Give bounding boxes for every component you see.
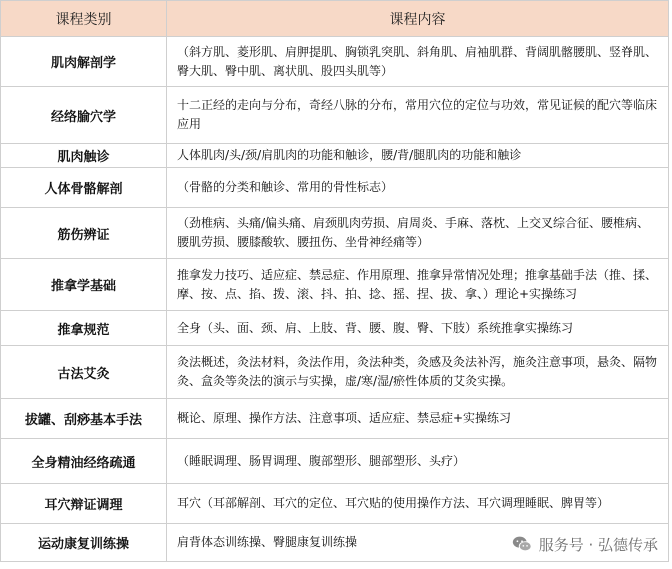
content-cell: 肩背体态训练操、臀腿康复训练操 [167, 524, 669, 562]
table-row [1, 346, 669, 399]
category-cell: 运动康复训练操 [1, 524, 167, 562]
table-row [1, 87, 669, 144]
category-cell: 人体骨骼解剖 [1, 168, 167, 208]
category-cell: 筋伤辨证 [1, 208, 167, 259]
content-cell: （骨骼的分类和触诊、常用的骨性标志） [167, 168, 669, 208]
table-header-row [1, 1, 669, 37]
category-cell: 拔罐、刮痧基本手法 [1, 399, 167, 439]
content-cell: 耳穴（耳部解剖、耳穴的定位、耳穴贴的使用操作方法、耳穴调理睡眠、脾胃等） [167, 484, 669, 524]
category-cell: 耳穴辩证调理 [1, 484, 167, 524]
content-cell: 概论、原理、操作方法、注意事项、适应症、禁忌症+实操练习 [167, 399, 669, 439]
table-row [1, 311, 669, 346]
table-row [1, 168, 669, 208]
content-cell: （劲椎病、头痛/偏头痛、肩颈肌肉劳损、肩周炎、手麻、落枕、上交叉综合征、腰椎病、腰肌劳损、腰膝酸软、腰扭伤、坐骨神经痛等） [167, 208, 669, 259]
category-cell: 肌肉触诊 [1, 144, 167, 168]
category-cell: 推拿学基础 [1, 259, 167, 311]
table-row [1, 399, 669, 439]
table-row [1, 259, 669, 311]
content-cell: 推拿发力技巧、适应症、禁忌症、作用原理、推拿异常情况处理；推拿基础手法（推、揉、摩、按、点、掐、拨、滚、抖、拍、捻、摇、捏、拔、拿、）理论+实操练习 [167, 259, 669, 311]
category-cell: 肌肉解剖学 [1, 37, 167, 87]
table-row [1, 484, 669, 524]
content-cell: （睡眠调理、肠胃调理、腹部塑形、腿部塑形、头疗） [167, 439, 669, 484]
watermark-text: 服务号 · 弘德传承 [538, 535, 658, 554]
content-cell: 全身（头、面、颈、肩、上肢、背、腰、腹、臀、下肢）系统推拿实操练习 [167, 311, 669, 346]
content-cell: 人体肌肉/头/颈/肩肌肉的功能和触诊，腰/背/腿肌肉的功能和触诊 [167, 144, 669, 168]
content-cell: 十二正经的走向与分布，奇经八脉的分布，常用穴位的定位与功效，常见证候的配穴等临床应用 [167, 87, 669, 144]
table-row [1, 208, 669, 259]
category-cell: 推拿规范 [1, 311, 167, 346]
header-content: 课程内容 [167, 1, 669, 37]
category-cell: 全身精油经络疏通 [1, 439, 167, 484]
table-row [1, 144, 669, 168]
content-cell: 灸法概述，灸法材料，灸法作用，灸法种类，灸感及灸法补泻，施灸注意事项，悬灸、隔物灸、盒灸等灸法的演示与实操，虚/寒/湿/瘀性体质的艾灸实操。 [167, 346, 669, 399]
watermark [507, 531, 662, 557]
header-category: 课程类别 [1, 1, 167, 37]
table-row [1, 37, 669, 87]
wechat-icon [511, 533, 533, 555]
category-cell: 经络腧穴学 [1, 87, 167, 144]
table-row [1, 439, 669, 484]
content-cell: （斜方肌、菱形肌、肩胛提肌、胸锁乳突肌、斜角肌、肩袖肌群、背阔肌髂腰肌、竖脊肌、臀大肌、臀中肌、离状肌、股四头肌等） [167, 37, 669, 87]
category-cell: 古法艾灸 [1, 346, 167, 399]
